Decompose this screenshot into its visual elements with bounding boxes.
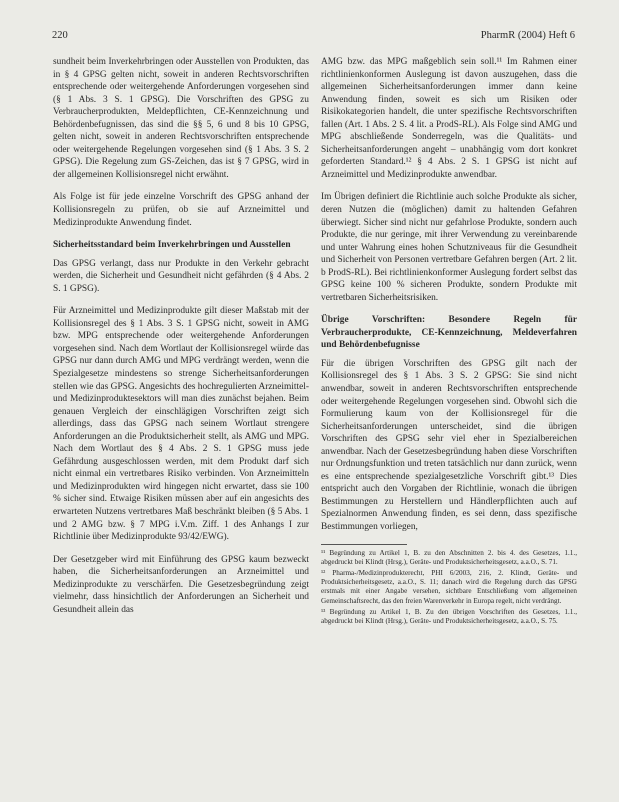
section-heading: Übrige Vorschriften: Besondere Regeln für Verbraucherprodukte, CE-Kennzeichnung, Meldeverfahren und Behördenbefugnisse — [321, 315, 577, 351]
paragraph: AMG bzw. das MPG maßgeblich sein soll.¹¹ Im Rahmen einer richtlinienkonformen Auslegung ist davon auszugehen, dass die allgemeinen Sicherheitsanforderungen immer dann keine Anwendung finden, soweit es sich um Risiken oder Risikokategorien handelt, die unter spezifische Rechtsvorschriften fallen (Art. 1 Abs. 2 S. 4 lit. a ProdS-RL). Als Folge sind AMG und MPG abschließende Sonderregeln, was die Qualitäts- und Sicherheitsanforderungen angeht – unabhängig vom dort konkret geforderten Standard.¹² § 4 Abs. 2 S. 1 GPSG ist nicht auf Arzneimittel und Medizinprodukte anwendbar. — [321, 57, 577, 180]
right-column — [321, 56, 577, 628]
section-heading: Sicherheitsstandard beim Inverkehrbringen und Ausstellen — [53, 240, 291, 251]
paragraph: Der Gesetzgeber wird mit Einführung des GPSG kaum bezweckt haben, die Sicherheitsanforderungen an Arzneimittel und Medizinprodukte zu verschärfen. Die Gesetzesbegründung zeigt vielmehr, dass hinsichtlich der Anforderungen an Sicherheit und Gesundheit allein das — [53, 554, 309, 615]
paragraph: sundheit beim Inverkehrbringen oder Ausstellen von Produkten, das in § 4 GPSG gelten nicht, soweit in anderen Rechtsvorschriften entsprechende oder weitergehende Anforderungen vorgesehen sind (§ 1 Abs. 3 S. 1 GPSG). Die Vorschriften des GPSG zu Verbraucherprodukten, Meldepflichten, CE-Kennzeichnung und Behördenbefugnissen, das sind die §§ 5, 6 und 8 bis 10 GPSG, gelten nicht, soweit in anderen Rechtsvorschriften entsprechende oder weitergehende Regelungen vorgesehen sind (§ 1 Abs. 3 S. 2 GPSG). Die Regelung zum GS-Zeichen, das ist § 7 GPSG, wird in der allgemeinen Kollisionsregel nicht erwähnt. — [53, 57, 309, 180]
paragraph: Für die übrigen Vorschriften des GPSG gilt nach der Kollisionsregel des § 1 Abs. 3 S. 2 GPSG: Sie sind nicht anwendbar, soweit in anderen Rechtsvorschriften entsprechende oder weitergehende Regelungen vorgesehen sind. Obwohl sich die Formulierung kaum von der Kollisionsregel für die Sicherheitsanforderungen unterscheidet, sind die übrigen Vorschriften des GPSG sehr viel eher in Spezialbereichen anwendbar. Nach der Gesetzesbegründung haben diese Vorschriften nur Ordnungsfunktion und treten tatsächlich nur dann zurück, wenn es eine entsprechende spezialgesetzliche Vorschrift gibt.¹³ Dies entspricht auch den Vorgaben der Richtlinie, wonach die übrigen Bestimmungen zu Herstellern und Händlerpflichten auch auf Spezialnormen Anwendung finden, es sei denn, dass spezifische Bestimmungen vorliegen, — [321, 358, 577, 532]
left-column — [53, 56, 309, 626]
paragraph: Für Arzneimittel und Medizinprodukte gilt dieser Maßstab mit der Kollisionsregel des § 1 Abs. 3 S. 1 GPSG nicht, soweit in AMG bzw. MPG entsprechende oder weitergehende Anforderungen vorgesehen sind. Nach dem Wortlaut der Kollisionsregel würde das GPSG nur dann durch AMG und MPG verdrängt werden, wenn die Spezialgesetze mindestens so strenge Sicherheitsanforderungen stellen wie das GPSG. Angesichts des hochregulierten Arzneimittel- und Medizinproduktesektors will man dies zunächst bejahen. Beim genauen Vergleich der einschlägigen Vorschriften zeigt sich allerdings, dass das GPSG nach seinem Wortlaut strengere Anforderungen an die Produktsicherheit stellt, als AMG und MPG. Nach dem Wortlaut des § 4 Abs. 2 S. 1 GPSG muss jede Gefährdung ausgeschlossen werden, mit dem Produkt darf sich nicht einmal ein vertretbares Risiko verbinden. Von Arzneimitteln und Medizinprodukten wird hingegen nicht erwartet, dass sie 100 % sicher sind. Etwaige Risiken müssen aber auf ein angesichts des erwarteten Nutzens vertretbares Maß beschränkt bleiben (§ 5 Abs. 1 und 2 AMG bzw. § 7 MPG i.V.m. Ziff. 1 des Anhangs I zur Richtlinie über Medizinprodukte 93/42/EWG). — [53, 306, 309, 543]
page-header — [52, 30, 575, 44]
journal-reference: PharmR (2004) Heft 6 — [480, 30, 575, 41]
footnote: ¹¹ Begründung zu Artikel 1, B. zu den Abschnitten 2. bis 4. des Gesetzes, 1.1., abgedruckt bei Klindt (Hrsg.), Geräte- und Produktsicherheitsgesetz, a.a.O., S. 71. — [321, 548, 577, 566]
page-number: 220 — [52, 30, 68, 41]
footnote-divider — [321, 544, 407, 545]
paragraph: Im Übrigen definiert die Richtlinie auch solche Produkte als sicher, deren Nutzen die (möglichen) damit zu haltenden Gefahren überwiegt. Sicher sind nicht nur gefahrlose Produkte, sondern auch Produkte, die nur geringe, mit ihrer Verwendung zu vereinbarende und unter Wahrung eines hohen Schutzniveaus für die Gesundheit und Sicherheit von Personen vertretbare Gefahren bergen (Art. 2 lit. b ProdS-RL). Bei richtlinienkonformer Auslegung fordert selbst das GPSG keine 100 % sicheren Produkte, sondern Produkte mit vertretbaren Sicherheitsrisiken. — [321, 192, 577, 303]
footnote: ¹² Pharma-/Medizinprodukterecht, PHI 6/2003, 216, 2. Klindt, Geräte- und Produktsicherheitsgesetz, a.a.O., S. 11; danach wird die Regelung durch das GPSG erstmals mit einer Angabe versehen, sichtbare Entschließung vom allgemeinen Gemeinschaftsrecht, das den freien Warenverkehr in Europa regelt, nicht verdrängt. — [321, 568, 577, 605]
footnote: ¹³ Begründung zu Artikel 1, B. Zu den übrigen Vorschriften des Gesetzes, 1.1., abgedruckt bei Klindt (Hrsg.), Geräte- und Produktsicherheitsgesetz, a.a.O., S. 75. — [321, 607, 577, 625]
paragraph: Als Folge ist für jede einzelne Vorschrift des GPSG anhand der Kollisionsregeln zu prüfen, ob sie auf Arzneimittel und Medizinprodukte Anwendung findet. — [53, 192, 309, 228]
paragraph: Das GPSG verlangt, dass nur Produkte in den Verkehr gebracht werden, die Sicherheit und Gesundheit nicht gefährden (§ 4 Abs. 2 S. 1 GPSG). — [53, 258, 309, 294]
